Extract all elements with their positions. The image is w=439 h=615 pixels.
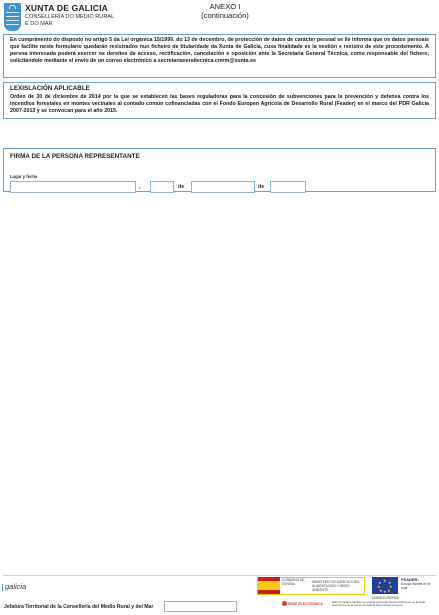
day-field[interactable] bbox=[150, 181, 174, 193]
electronic-network-icon bbox=[282, 601, 287, 606]
org-title: XUNTA DE GALICIA bbox=[25, 3, 109, 13]
jefatura-label: Jefatura Territorial de la Consellería del Medio Rural y del Mar bbox=[4, 604, 154, 610]
electronic-network-label: REDE ELECTRÓNICA bbox=[288, 602, 323, 606]
org-logo-text bbox=[25, 4, 114, 27]
feader-subtitle: Europa invierte en el rural bbox=[401, 582, 431, 590]
comma-separator: , bbox=[139, 184, 141, 190]
electronic-submission-note: Esta formulario también se puede presentar electrónicamente en la sede electrónica de la Xunta de Galicia https://sede.xunta.es bbox=[332, 600, 426, 608]
xunta-shield-icon bbox=[4, 3, 21, 31]
place-date-label: Lugar y fecha bbox=[10, 174, 38, 179]
page-header bbox=[2, 2, 438, 32]
org-department-line1: CONSELLERÍA DO MEDIO RURAL bbox=[25, 14, 115, 20]
signature-title: FIRMA DE LA PERSONA REPRESENTANTE bbox=[10, 153, 140, 160]
jefatura-field[interactable] bbox=[164, 601, 237, 612]
data-protection-box bbox=[3, 34, 436, 78]
place-field[interactable] bbox=[10, 181, 136, 193]
galicia-logo: galicia bbox=[5, 582, 27, 591]
legislation-text: Orden de 30 de diciembre de 2014 por la que se establecen las bases reguladoras para la concesión de subvenciones para la prevención y defensa contra los incendios forestales en montes vecinales al contado común cofinanciadas con el Fondo Europeo Agrícola de Desarrollo Rural (Feader) en el marco del PDR Galicia 2007-2013 y se convocan para el año 2015. bbox=[10, 94, 429, 115]
de-separator-2: de bbox=[258, 184, 265, 190]
ministry-name: GOBIERNO DE ESPAÑA bbox=[282, 578, 305, 586]
annex-subtitle: (continuación) bbox=[201, 11, 249, 20]
year-field[interactable] bbox=[270, 181, 306, 193]
data-protection-text: En cumprimento do disposto no artigo 5 da Lei orgánica 15/1999, do 13 de decembro, de protección de datos de carácter persoal se lle informa que os datos persoais que facilite neste formulario quedarán rexistrados nun ficheiro de titularidade da Xunta de Galicia, cuxa finalidade es la xestión e rexistro de este procedemento. A persoa interesada poderá exercer os dereitos de acceso, rectificación, cancelación e oposición ante la Secretaría General Técnica, como responsable del fichero, solicitándolo mediante el envío de un correo electrónico a secretariaxeraltecnica.cmrm@xunta.es bbox=[10, 37, 429, 65]
eu-flag-icon: ★ ★ ★ ★ ★ ★ ★ ★ bbox=[372, 577, 398, 594]
legislation-title: LEXISLACIÓN APLICABLE bbox=[10, 85, 90, 92]
annex-heading bbox=[170, 2, 280, 20]
month-field[interactable] bbox=[191, 181, 255, 193]
eu-label: UNIÓN EUROPEA bbox=[372, 596, 399, 600]
legislation-box bbox=[3, 82, 436, 119]
org-department bbox=[25, 14, 114, 27]
de-separator-1: de bbox=[178, 184, 185, 190]
ministry-department: MINISTERIO DE AGRICULTURA, ALIMENTACIÓN Y MEDIO AMBIENTE bbox=[312, 580, 361, 592]
annex-title: ANEXO I bbox=[209, 2, 241, 11]
org-department-line2: E DO MAR bbox=[25, 20, 53, 27]
footer-divider bbox=[3, 575, 436, 576]
spain-emblem-icon bbox=[258, 577, 280, 594]
feader-label: FEADER: bbox=[401, 577, 419, 582]
